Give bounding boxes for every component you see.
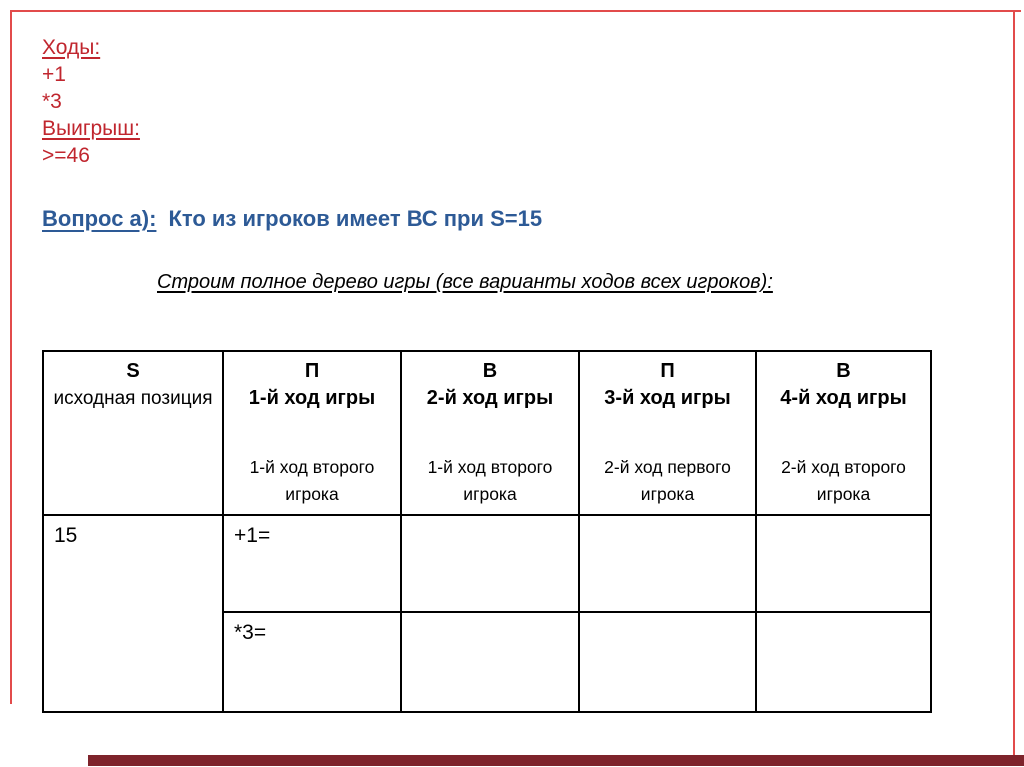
table-cell-empty	[579, 515, 756, 612]
table-row	[43, 515, 931, 612]
cell-start-position: 15	[43, 515, 223, 712]
column-title: 1-й ход игры	[248, 387, 376, 409]
table-cell-empty	[756, 612, 931, 712]
table-cell-empty	[756, 515, 931, 612]
move-option-2: *3	[42, 90, 62, 113]
header-cell-move-1	[223, 351, 401, 515]
column-subtitle: 1-й ход второго игрока	[427, 457, 553, 504]
header-cell-move-4	[756, 351, 931, 515]
moves-title: Ходы:	[42, 36, 101, 59]
column-subtitle: 2-й ход второго игрока	[781, 457, 906, 504]
win-condition: >=46	[42, 144, 90, 167]
column-letter: В	[482, 360, 498, 382]
question-text: Кто из игроков имеет ВС при S=15	[168, 206, 543, 231]
table-cell-empty	[579, 612, 756, 712]
question-line	[42, 206, 542, 232]
move-option-1: +1	[42, 63, 66, 86]
cell-move-times3: *3=	[223, 612, 401, 712]
column-subtitle: 2-й ход первого игрока	[604, 457, 731, 504]
column-title: 2-й ход игры	[426, 387, 554, 409]
table-cell-empty	[401, 515, 579, 612]
column-letter: П	[660, 360, 675, 382]
slide-frame-top-line	[10, 10, 1021, 12]
viewer-footer-bar	[88, 755, 1024, 766]
header-cell-move-2	[401, 351, 579, 515]
table-header-row	[43, 351, 931, 515]
slide-frame-left-line	[10, 10, 12, 704]
win-title: Выигрыш:	[42, 117, 140, 140]
header-cell-start-position	[43, 351, 223, 515]
column-letter: П	[304, 360, 320, 382]
column-title: 3-й ход игры	[604, 387, 731, 409]
column-subtitle: 1-й ход второго игрока	[249, 457, 375, 504]
column-title: исходная позиция	[53, 388, 213, 409]
moves-block	[42, 34, 140, 169]
header-cell-move-3	[579, 351, 756, 515]
slide-frame-right-line	[1013, 10, 1015, 756]
column-title: 4-й ход игры	[780, 387, 907, 409]
column-letter: S	[126, 360, 140, 382]
game-tree-table	[42, 350, 932, 713]
question-label: Вопрос а):	[42, 206, 157, 231]
table-cell-empty	[401, 612, 579, 712]
column-letter: В	[836, 360, 851, 382]
slide-subtitle: Строим полное дерево игры (все варианты ходов всех игроков):	[157, 271, 773, 293]
cell-move-plus1: +1=	[223, 515, 401, 612]
